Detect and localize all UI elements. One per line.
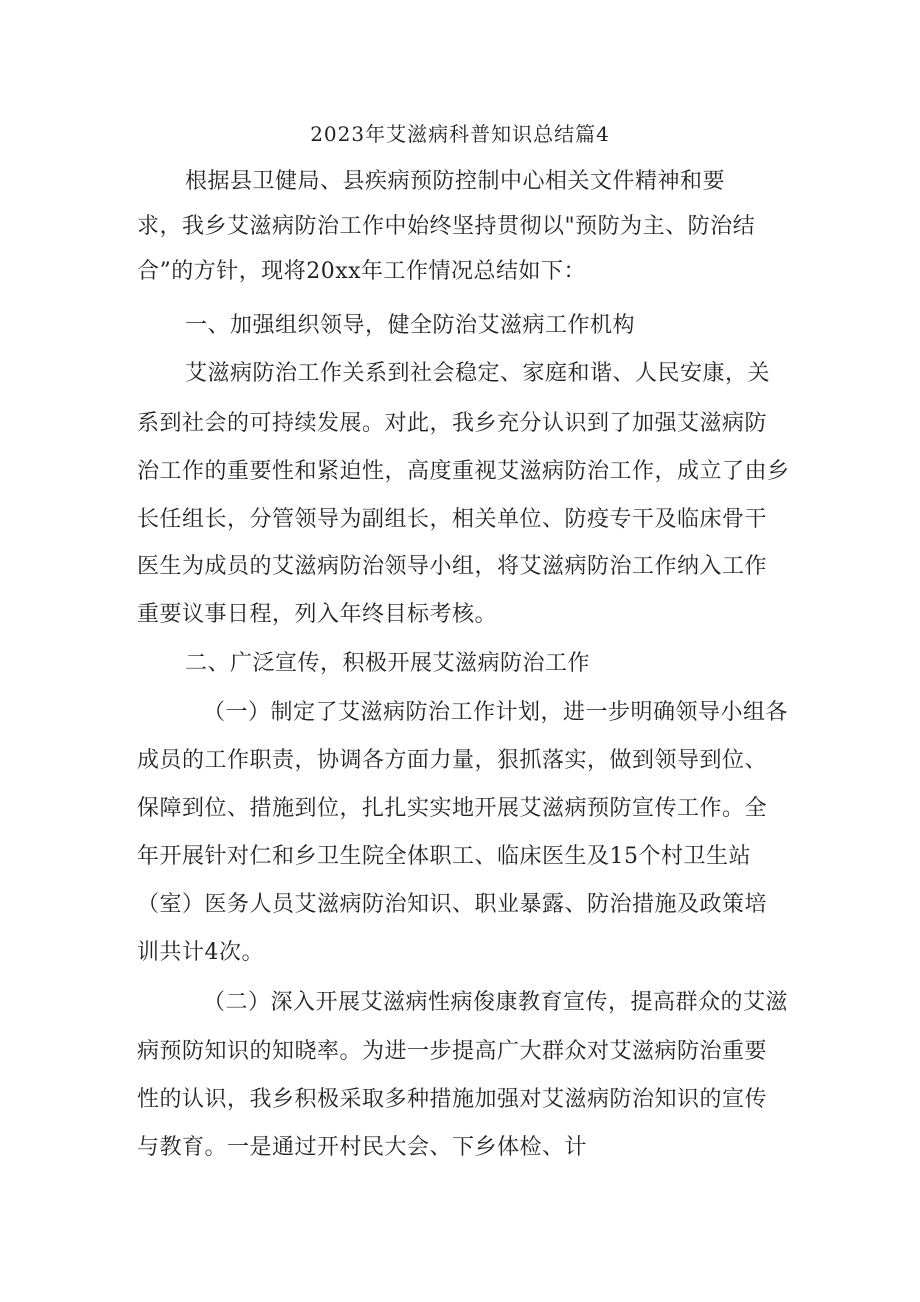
paragraph-line: 根据县卫健局、县疾病预防控制中心相关文件精神和要	[185, 169, 726, 194]
paragraph-line: 病预防知识的知晓率。为进一步提高广大群众对艾滋病防治重要	[137, 1039, 768, 1064]
document-title: 2023年艾滋病科普知识总结篇4	[310, 122, 610, 146]
paragraph-line: 求，我乡艾滋病防治工作中始终坚持贯彻以"预防为主、防治结	[137, 214, 756, 239]
paragraph-line: 长任组长，分管领导为副组长，相关单位、防疫专干及临床骨干	[137, 507, 768, 532]
paragraph-line: 艾滋病防治工作关系到社会稳定、家庭和谐、人民安康，关	[185, 361, 771, 386]
paragraph-line: 保障到位、措施到位，扎扎实实地开展艾滋病预防宣传工作。全	[137, 796, 768, 821]
paragraph-line: 成员的工作职责，协调各方面力量，狠抓落实，做到领导到位、	[137, 748, 768, 773]
paragraph-line: 治工作的重要性和紧迫性，高度重视艾滋病防治工作，成立了由乡	[137, 459, 790, 484]
paragraph-line: （二）深入开展艾滋病性病俊康教育宣传，提高群众的艾滋	[203, 990, 789, 1015]
paragraph-line: 性的认识，我乡积极采取多种措施加强对艾滋病防治知识的宣传	[137, 1087, 768, 1112]
paragraph-line: 医生为成员的艾滋病防治领导小组，将艾滋病防治工作纳入工作	[137, 554, 768, 579]
paragraph-line: 与教育。一是通过开村民大会、下乡体检、计	[137, 1135, 588, 1160]
paragraph-line: （一）制定了艾滋病防治工作计划，进一步明确领导小组各	[203, 700, 789, 725]
section-heading: 二、广泛宣传，积极开展艾滋病防治工作	[185, 651, 591, 676]
section-heading: 一、加强组织领导，健全防治艾滋病工作机构	[185, 313, 636, 338]
paragraph-line: 合”的方针，现将20xx年工作情况总结如下：	[137, 259, 587, 284]
paragraph-line: （室）医务人员艾滋病防治知识、职业暴露、防治措施及政策培	[137, 892, 768, 917]
paragraph-line: 系到社会的可持续发展。对此，我乡充分认识到了加强艾滋病防	[137, 411, 768, 436]
paragraph-line: 年开展针对仁和乡卫生院全体职工、临床医生及15个村卫生站	[137, 844, 751, 869]
paragraph-line: 训共计4次。	[137, 940, 264, 965]
paragraph-line: 重要议事日程，列入年终目标考核。	[137, 602, 498, 627]
